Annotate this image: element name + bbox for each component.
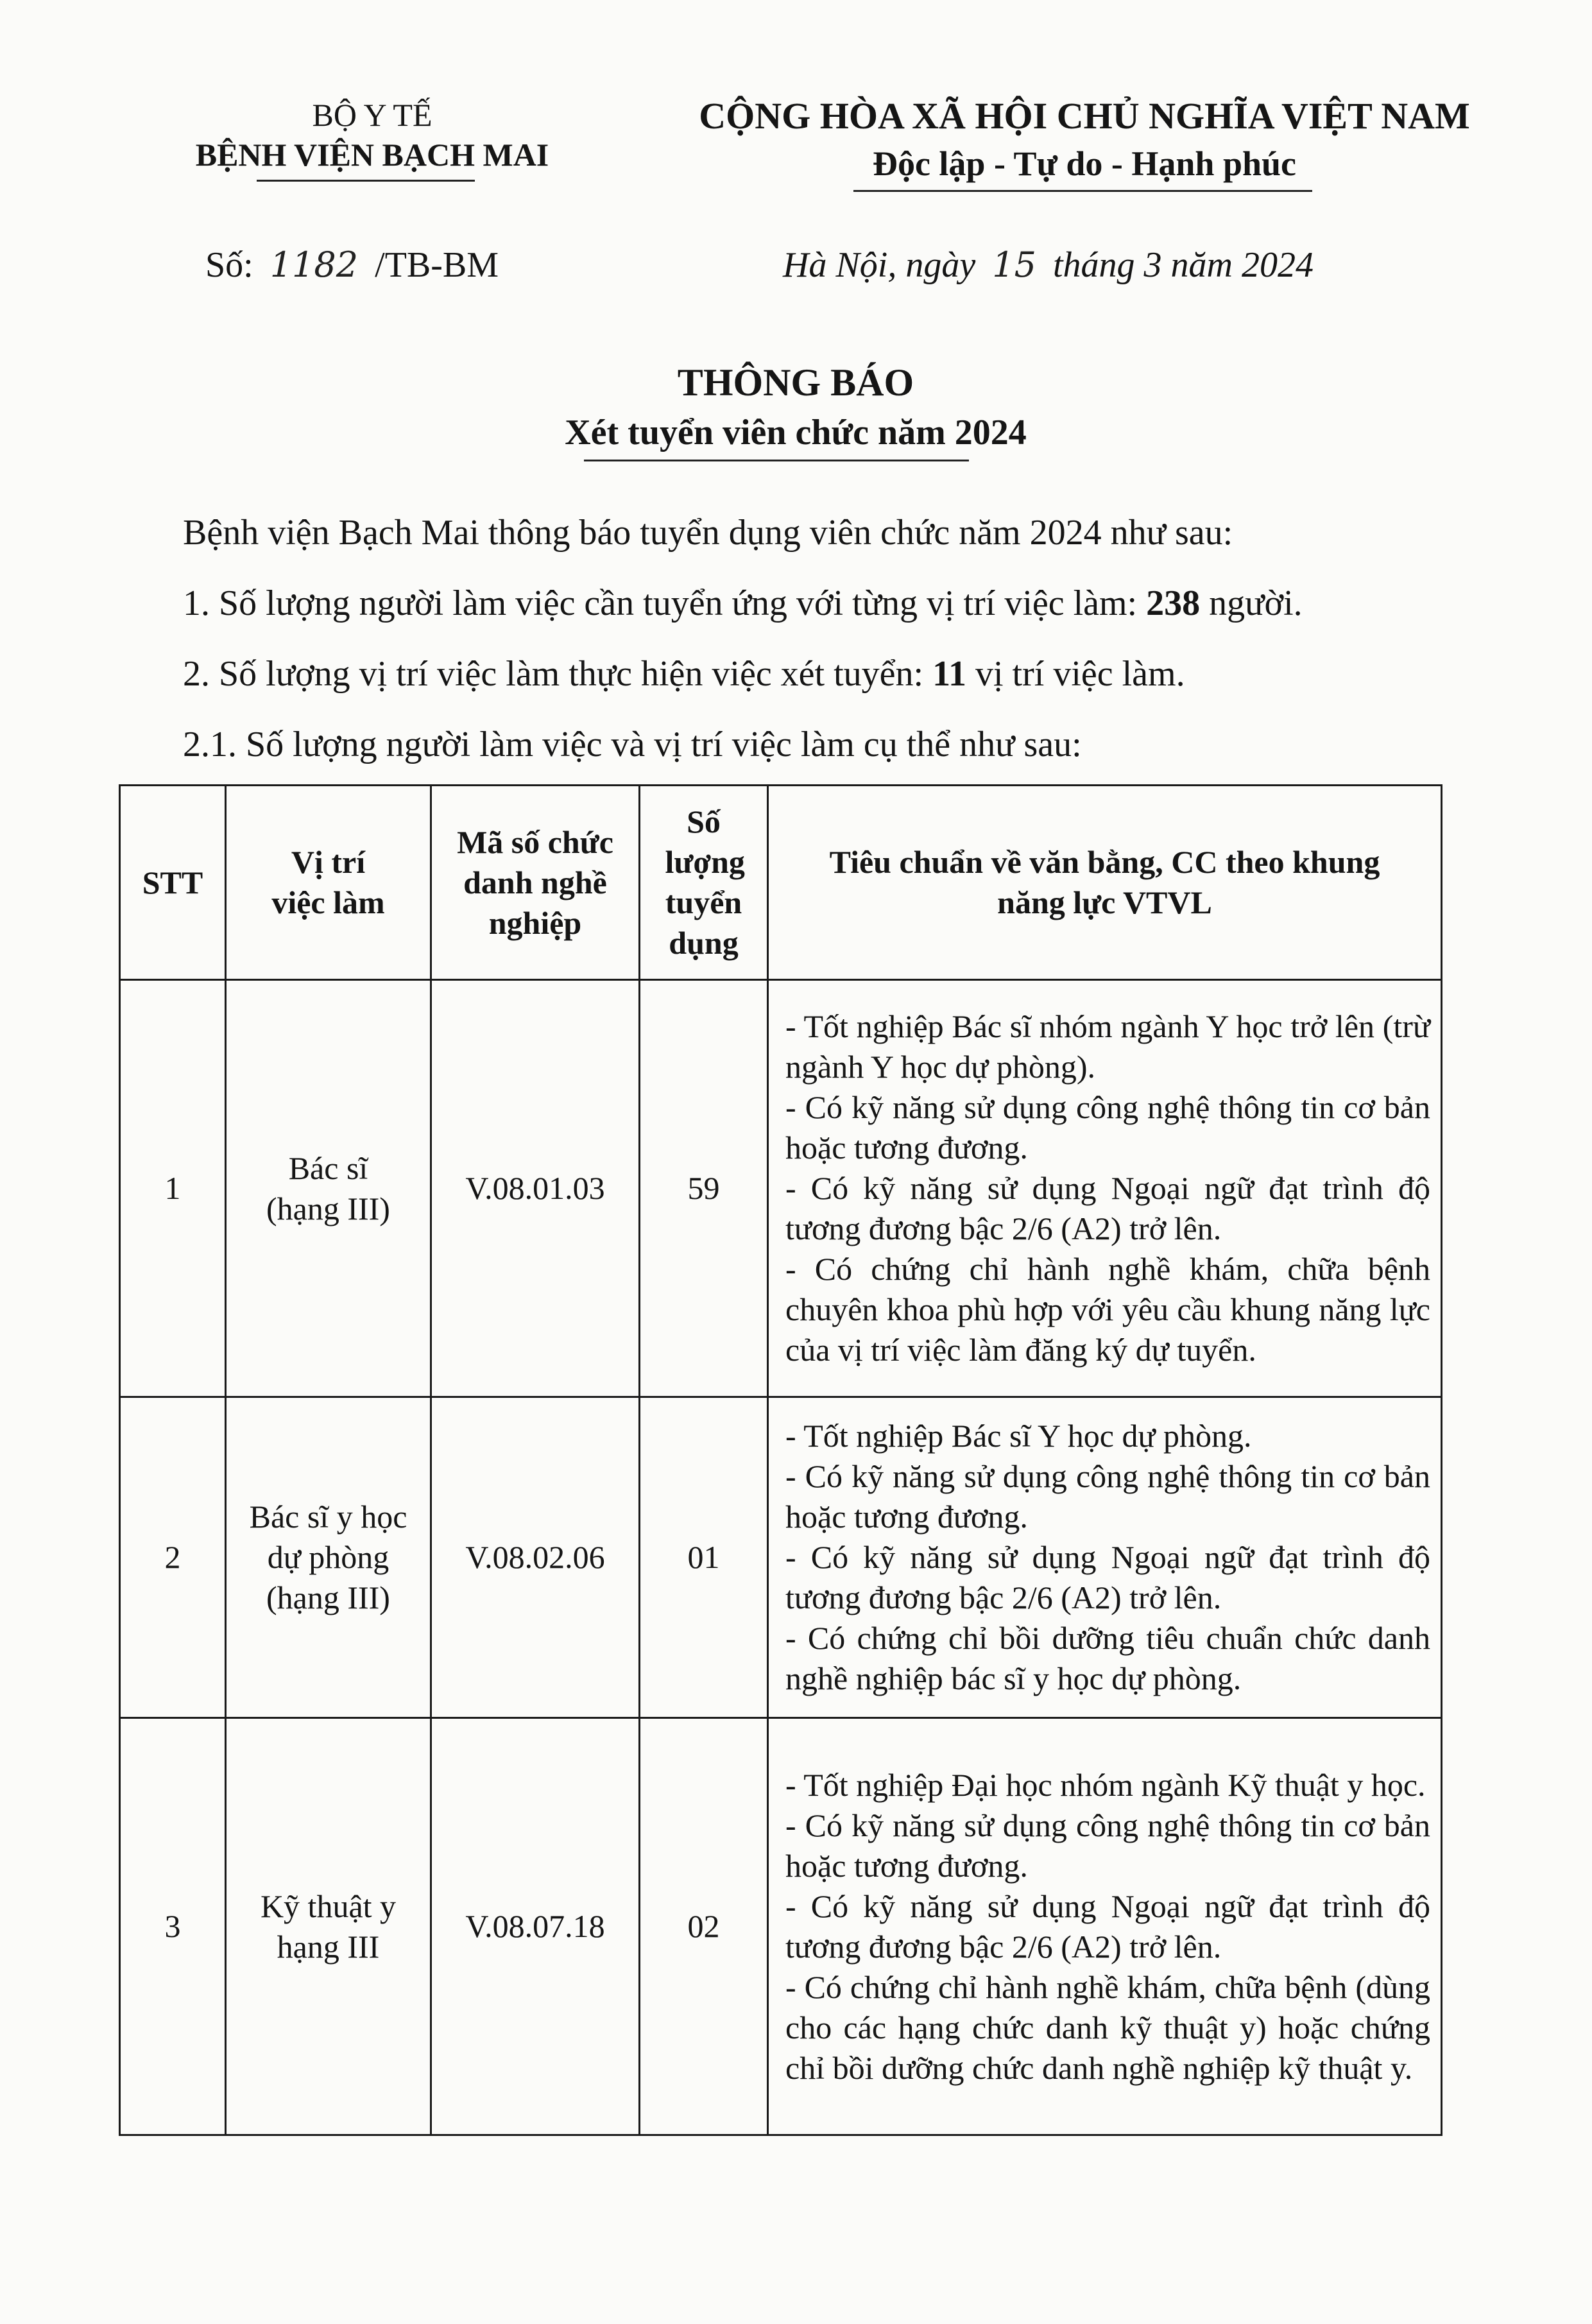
cell-criteria (768, 980, 1442, 1397)
cell-stt: 2 (120, 1397, 226, 1718)
table-header-row (120, 786, 1442, 980)
recruitment-table (119, 784, 1442, 2136)
p1-text: 1. Số lượng người làm việc cần tuyển ứng với từng vị trí việc làm: (183, 583, 1147, 623)
criteria-item: - Tốt nghiệp Bác sĩ Y học dự phòng. (785, 1418, 1252, 1454)
cell-position: Kỹ thuật y hạng III (226, 1718, 431, 2135)
cell-code: V.08.01.03 (431, 980, 640, 1397)
cell-quantity: 01 (640, 1397, 768, 1718)
intro-paragraph: Bệnh viện Bạch Mai thông báo tuyển dụng viên chức năm 2024 như sau: (183, 513, 1233, 553)
date-after: tháng 3 năm 2024 (1052, 245, 1314, 285)
p1-unit: người. (1200, 583, 1303, 623)
cell-criteria (768, 1718, 1442, 2135)
criteria-item: - Có chứng chỉ hành nghề khám, chữa bệnh chuyên khoa phù hợp với yêu cầu khung năng lực của vị trí việc làm đăng ký dự tuyển. (785, 1251, 1430, 1368)
document-title: THÔNG BÁO (677, 361, 914, 404)
criteria-item: - Tốt nghiệp Đại học nhóm ngành Kỹ thuật y học. (785, 1766, 1426, 1803)
cell-quantity: 02 (640, 1718, 768, 2135)
table-row (120, 1718, 1442, 2135)
subtitle-underline (584, 460, 969, 461)
criteria-item: - Có kỹ năng sử dụng Ngoại ngữ đạt trình độ tương đương bậc 2/6 (A2) trở lên. (785, 1539, 1430, 1615)
republic-name: CỘNG HÒA XÃ HỘI CHỦ NGHĨA VIỆT NAM (699, 95, 1470, 137)
cell-position: Bác sĩ y học dự phòng (hạng III) (226, 1397, 431, 1718)
cell-quantity: 59 (640, 980, 768, 1397)
criteria-item: - Có kỹ năng sử dụng Ngoại ngữ đạt trình độ tương đương bậc 2/6 (A2) trở lên. (785, 1888, 1430, 1965)
header-criteria: Tiêu chuẩn về văn bằng, CC theo khung năng lực VTVL (768, 786, 1442, 980)
cell-stt: 3 (120, 1718, 226, 2135)
national-motto: Độc lập - Tự do - Hạnh phúc (872, 144, 1297, 183)
p2-text: 2. Số lượng vị trí việc làm thực hiện việc xét tuyển: (183, 654, 933, 694)
criteria-item: - Có kỹ năng sử dụng công nghệ thông tin cơ bản hoặc tương đương. (785, 1089, 1430, 1166)
paragraph-2-1: 2.1. Số lượng người làm việc và vị trí việc làm cụ thể như sau: (183, 725, 1082, 764)
table-row (120, 1397, 1442, 1718)
cell-code: V.08.02.06 (431, 1397, 640, 1718)
cell-position: Bác sĩ (hạng III) (226, 980, 431, 1397)
doc-number-prefix: Số: (205, 245, 253, 285)
cell-criteria (768, 1397, 1442, 1718)
date-line (783, 243, 1314, 288)
header-code: Mã số chức danh nghề nghiệp (431, 786, 640, 980)
date-day-handwritten: 15 (992, 245, 1036, 285)
p2-unit: vị trí việc làm. (966, 654, 1185, 694)
doc-number-handwritten: 1182 (270, 245, 359, 285)
criteria-item: - Có chứng chỉ bồi dưỡng tiêu chuẩn chức danh nghề nghiệp bác sĩ y học dự phòng. (785, 1620, 1430, 1696)
criteria-item: - Có kỹ năng sử dụng công nghệ thông tin cơ bản hoặc tương đương. (785, 1458, 1430, 1535)
p1-count: 238 (1146, 583, 1201, 623)
paragraph-1 (183, 581, 1303, 626)
hospital-name: BỆNH VIỆN BẠCH MAI (195, 137, 549, 173)
document-number (205, 243, 499, 288)
header-stt: STT (120, 786, 226, 980)
cell-stt: 1 (120, 980, 226, 1397)
hospital-underline (257, 180, 475, 182)
table-row (120, 980, 1442, 1397)
header-quantity: Số lượng tuyển dụng (640, 786, 768, 980)
cell-code: V.08.07.18 (431, 1718, 640, 2135)
date-before: Hà Nội, ngày (783, 245, 976, 285)
document-subtitle: Xét tuyển viên chức năm 2024 (565, 413, 1027, 452)
ministry-name: BỘ Y TẾ (312, 97, 432, 133)
criteria-item: - Có kỹ năng sử dụng Ngoại ngữ đạt trình độ tương đương bậc 2/6 (A2) trở lên. (785, 1170, 1430, 1246)
paragraph-2 (183, 651, 1185, 696)
criteria-item: - Tốt nghiệp Bác sĩ nhóm ngành Y học trở lên (trừ ngành Y học dự phòng). (785, 1008, 1430, 1085)
header-position: Vị trí việc làm (226, 786, 431, 980)
criteria-item: - Có kỹ năng sử dụng công nghệ thông tin cơ bản hoặc tương đương. (785, 1807, 1430, 1884)
p2-count: 11 (932, 654, 966, 694)
criteria-item: - Có chứng chỉ hành nghề khám, chữa bệnh (dùng cho các hạng chức danh kỹ thuật y) hoặc chứng chỉ bồi dưỡng chức danh nghề nghiệp kỹ thuật y. (785, 1968, 1430, 2086)
motto-underline (853, 190, 1312, 192)
doc-number-suffix: /TB-BM (375, 245, 499, 285)
